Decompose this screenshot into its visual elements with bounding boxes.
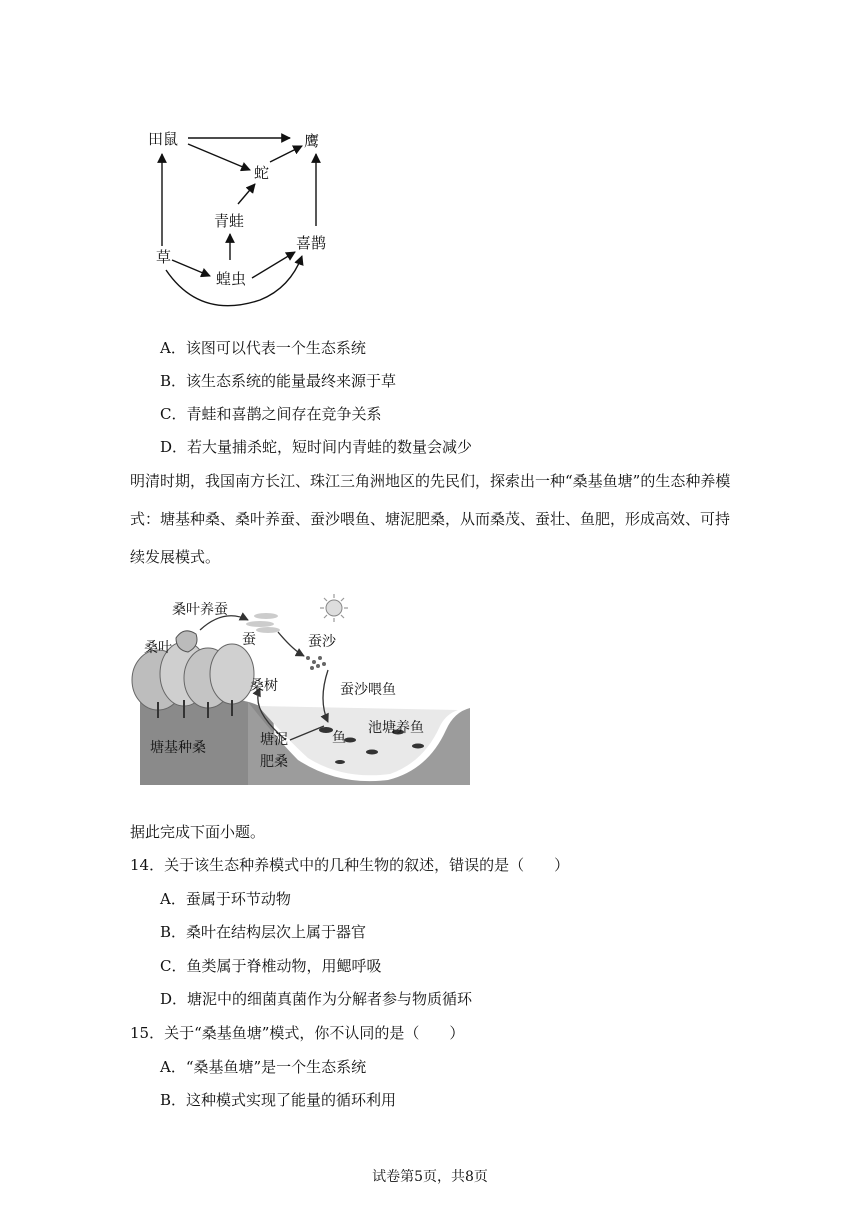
silkworm-droppings-icon	[306, 656, 326, 670]
q13-option-d: D．若大量捕杀蛇，短时间内青蛙的数量会减少	[160, 438, 473, 456]
arrow-silkworm-to-droppings	[278, 632, 304, 656]
label-pond-mud-line1: 塘泥	[260, 732, 288, 748]
silkworm-icon	[246, 613, 280, 633]
label-pond-mud-line2: 肥桑	[260, 754, 288, 770]
q14-option-d: D．塘泥中的细菌真菌作为分解者参与物质循环	[160, 990, 473, 1008]
node-hawk: 鹰	[304, 132, 320, 150]
q14-option-c: C．鱼类属于脊椎动物，用鳃呼吸	[160, 957, 382, 975]
label-mulberry-tree: 桑树	[250, 678, 278, 694]
mulberry-dike-fish-pond-diagram	[128, 590, 473, 790]
food-web-diagram	[140, 120, 350, 320]
q15-option-a: A．“桑基鱼塘”是一个生态系统	[160, 1058, 367, 1076]
edge-locust-magpie	[252, 252, 295, 278]
node-grass: 草	[156, 248, 172, 266]
edge-mouse-snake	[188, 144, 250, 170]
label-droppings-feed-fish: 蚕沙喂鱼	[340, 682, 396, 698]
node-field-mouse: 田鼠	[148, 130, 179, 148]
label-silkworm: 蚕	[242, 632, 256, 648]
node-frog: 青蛙	[214, 212, 245, 230]
q14-stem: 14．关于该生态种养模式中的几种生物的叙述，错误的是（ ）	[130, 856, 570, 874]
edge-grass-locust	[172, 260, 210, 276]
edge-snake-hawk	[270, 146, 302, 162]
label-fish: 鱼	[332, 730, 346, 746]
label-silkworm-droppings: 蚕沙	[308, 634, 336, 650]
node-snake: 蛇	[254, 164, 270, 182]
q14-option-b: B．桑叶在结构层次上属于器官	[160, 923, 367, 941]
q14-option-a: A．蚕属于环节动物	[160, 890, 291, 908]
intro-paragraph: 明清时期，我国南方长江、珠江三角洲地区的先民们，探索出一种“桑基鱼塘”的生态种养模式：塘基种桑、桑叶养蚕、蚕沙喂鱼、塘泥肥桑，从而桑茂、蚕壮、鱼肥，形成高效、可持续发展模式。	[130, 472, 731, 566]
page-footer: 试卷第5页，共8页	[372, 1169, 488, 1185]
q15-stem: 15．关于“桑基鱼塘”模式，你不认同的是（ ）	[130, 1024, 465, 1042]
label-pond-bank-mulberry: 塘基种桑	[150, 740, 206, 756]
label-mulberry-leaf: 桑叶	[144, 640, 172, 656]
lead-in-text: 据此完成下面小题。	[130, 823, 266, 841]
q13-option-b: B．该生态系统的能量最终来源于草	[160, 372, 397, 390]
q13-option-c: C．青蛙和喜鹊之间存在竞争关系	[160, 405, 382, 423]
node-locust: 蝗虫	[216, 270, 247, 288]
label-leaf-feeds-silkworm: 桑叶养蚕	[172, 602, 228, 618]
node-magpie: 喜鹊	[296, 234, 327, 252]
q15-option-b: B．这种模式实现了能量的循环利用	[160, 1091, 397, 1109]
edge-frog-snake	[238, 184, 255, 204]
sun-icon	[320, 594, 348, 622]
label-pond-fish-farming: 池塘养鱼	[368, 720, 424, 736]
q13-option-a: A．该图可以代表一个生态系统	[160, 339, 366, 357]
